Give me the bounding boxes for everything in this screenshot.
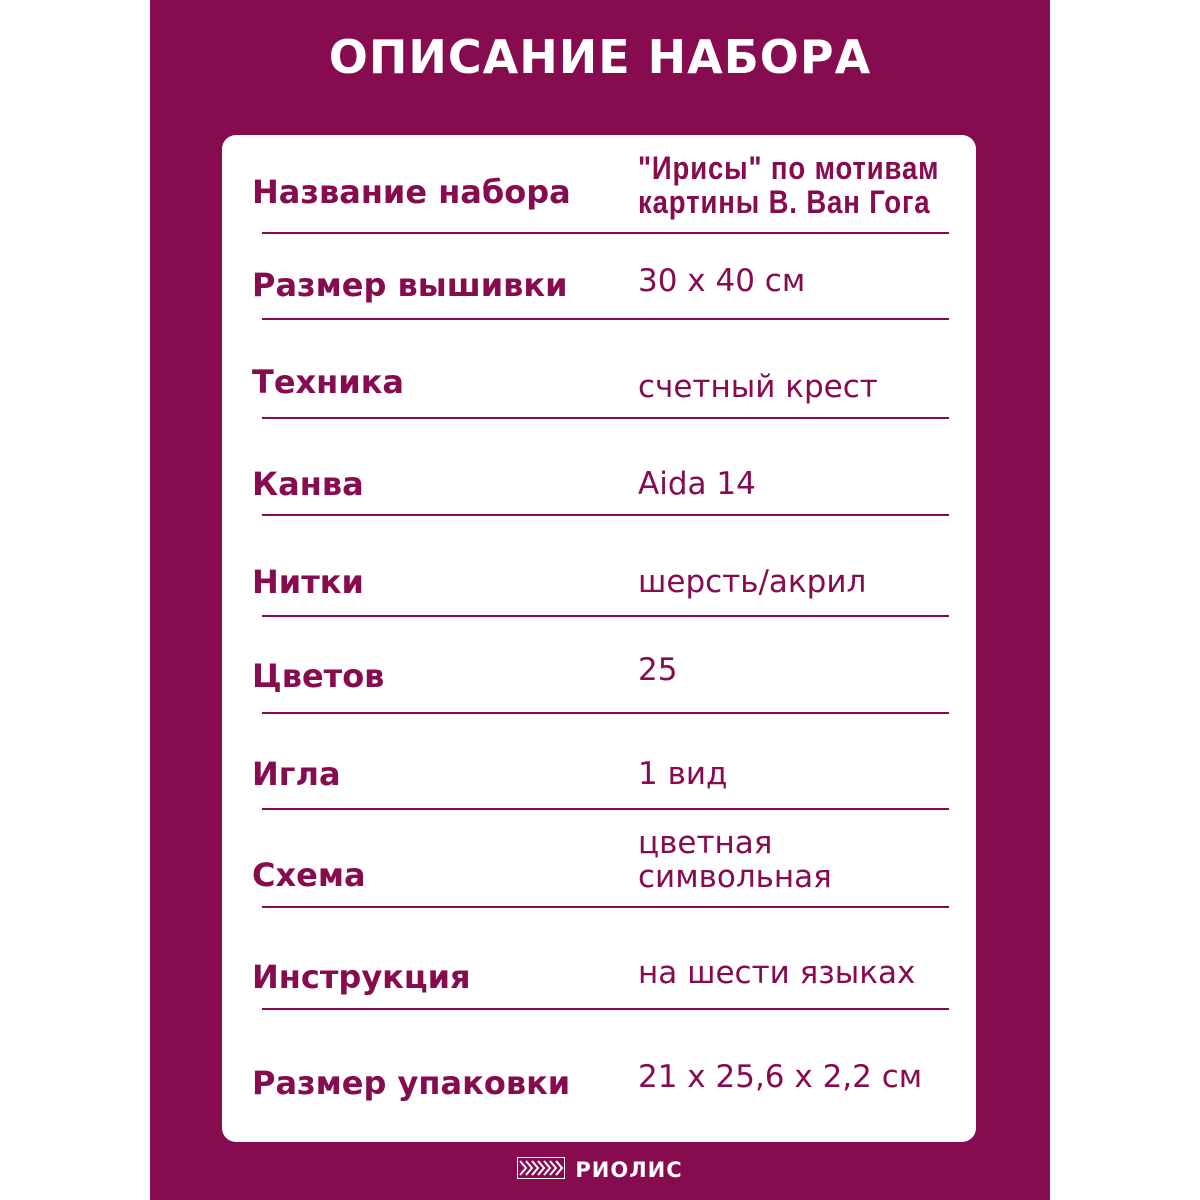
spec-value-line: шерсть/акрил [638, 564, 867, 600]
spec-row-chart [252, 810, 949, 908]
spec-value-line: 30 х 40 см [638, 263, 806, 299]
spec-row-canvas [252, 419, 949, 516]
brand-panel [150, 0, 1050, 1200]
brand-footer [150, 1155, 1050, 1185]
spec-label: Нитки [252, 563, 364, 601]
spec-label: Техника [252, 363, 405, 401]
spec-label: Размер вышивки [252, 266, 568, 304]
spec-value-line: символьная [638, 859, 832, 895]
spec-value-line: счетный крест [638, 369, 878, 405]
riolis-logo-icon [517, 1157, 565, 1183]
spec-value-line: картины В. Ван Гога [638, 184, 931, 220]
spec-value-line: цветная [638, 825, 773, 861]
spec-label: Цветов [252, 657, 385, 695]
spec-value-line: 1 вид [638, 756, 728, 792]
spec-value-line: на шести языках [638, 955, 916, 991]
spec-row-threads [252, 516, 949, 617]
spec-label: Канва [252, 465, 364, 503]
spec-label: Название набора [252, 173, 571, 211]
spec-value-line: 21 х 25,6 х 2,2 см [638, 1059, 923, 1095]
spec-row-colors [252, 617, 949, 714]
spec-value-line: 25 [638, 652, 678, 688]
spec-label: Инструкция [252, 958, 471, 996]
spec-row-embroidery-size [252, 234, 949, 320]
spec-row-kit-name [252, 135, 949, 234]
spec-value-line: "Ирисы" по мотивам [638, 150, 940, 186]
spec-value-line: Aida 14 [638, 466, 756, 502]
spec-label: Размер упаковки [252, 1064, 571, 1102]
spec-row-needle [252, 714, 949, 810]
brand-name: РИОЛИС [575, 1158, 683, 1182]
spec-label: Схема [252, 856, 366, 894]
spec-row-technique [252, 320, 949, 419]
spec-row-package-size [252, 1010, 949, 1110]
page-title: ОПИСАНИЕ НАБОРА [328, 30, 872, 84]
spec-card [222, 135, 976, 1142]
spec-label: Игла [252, 755, 341, 793]
spec-row-instructions [252, 908, 949, 1010]
